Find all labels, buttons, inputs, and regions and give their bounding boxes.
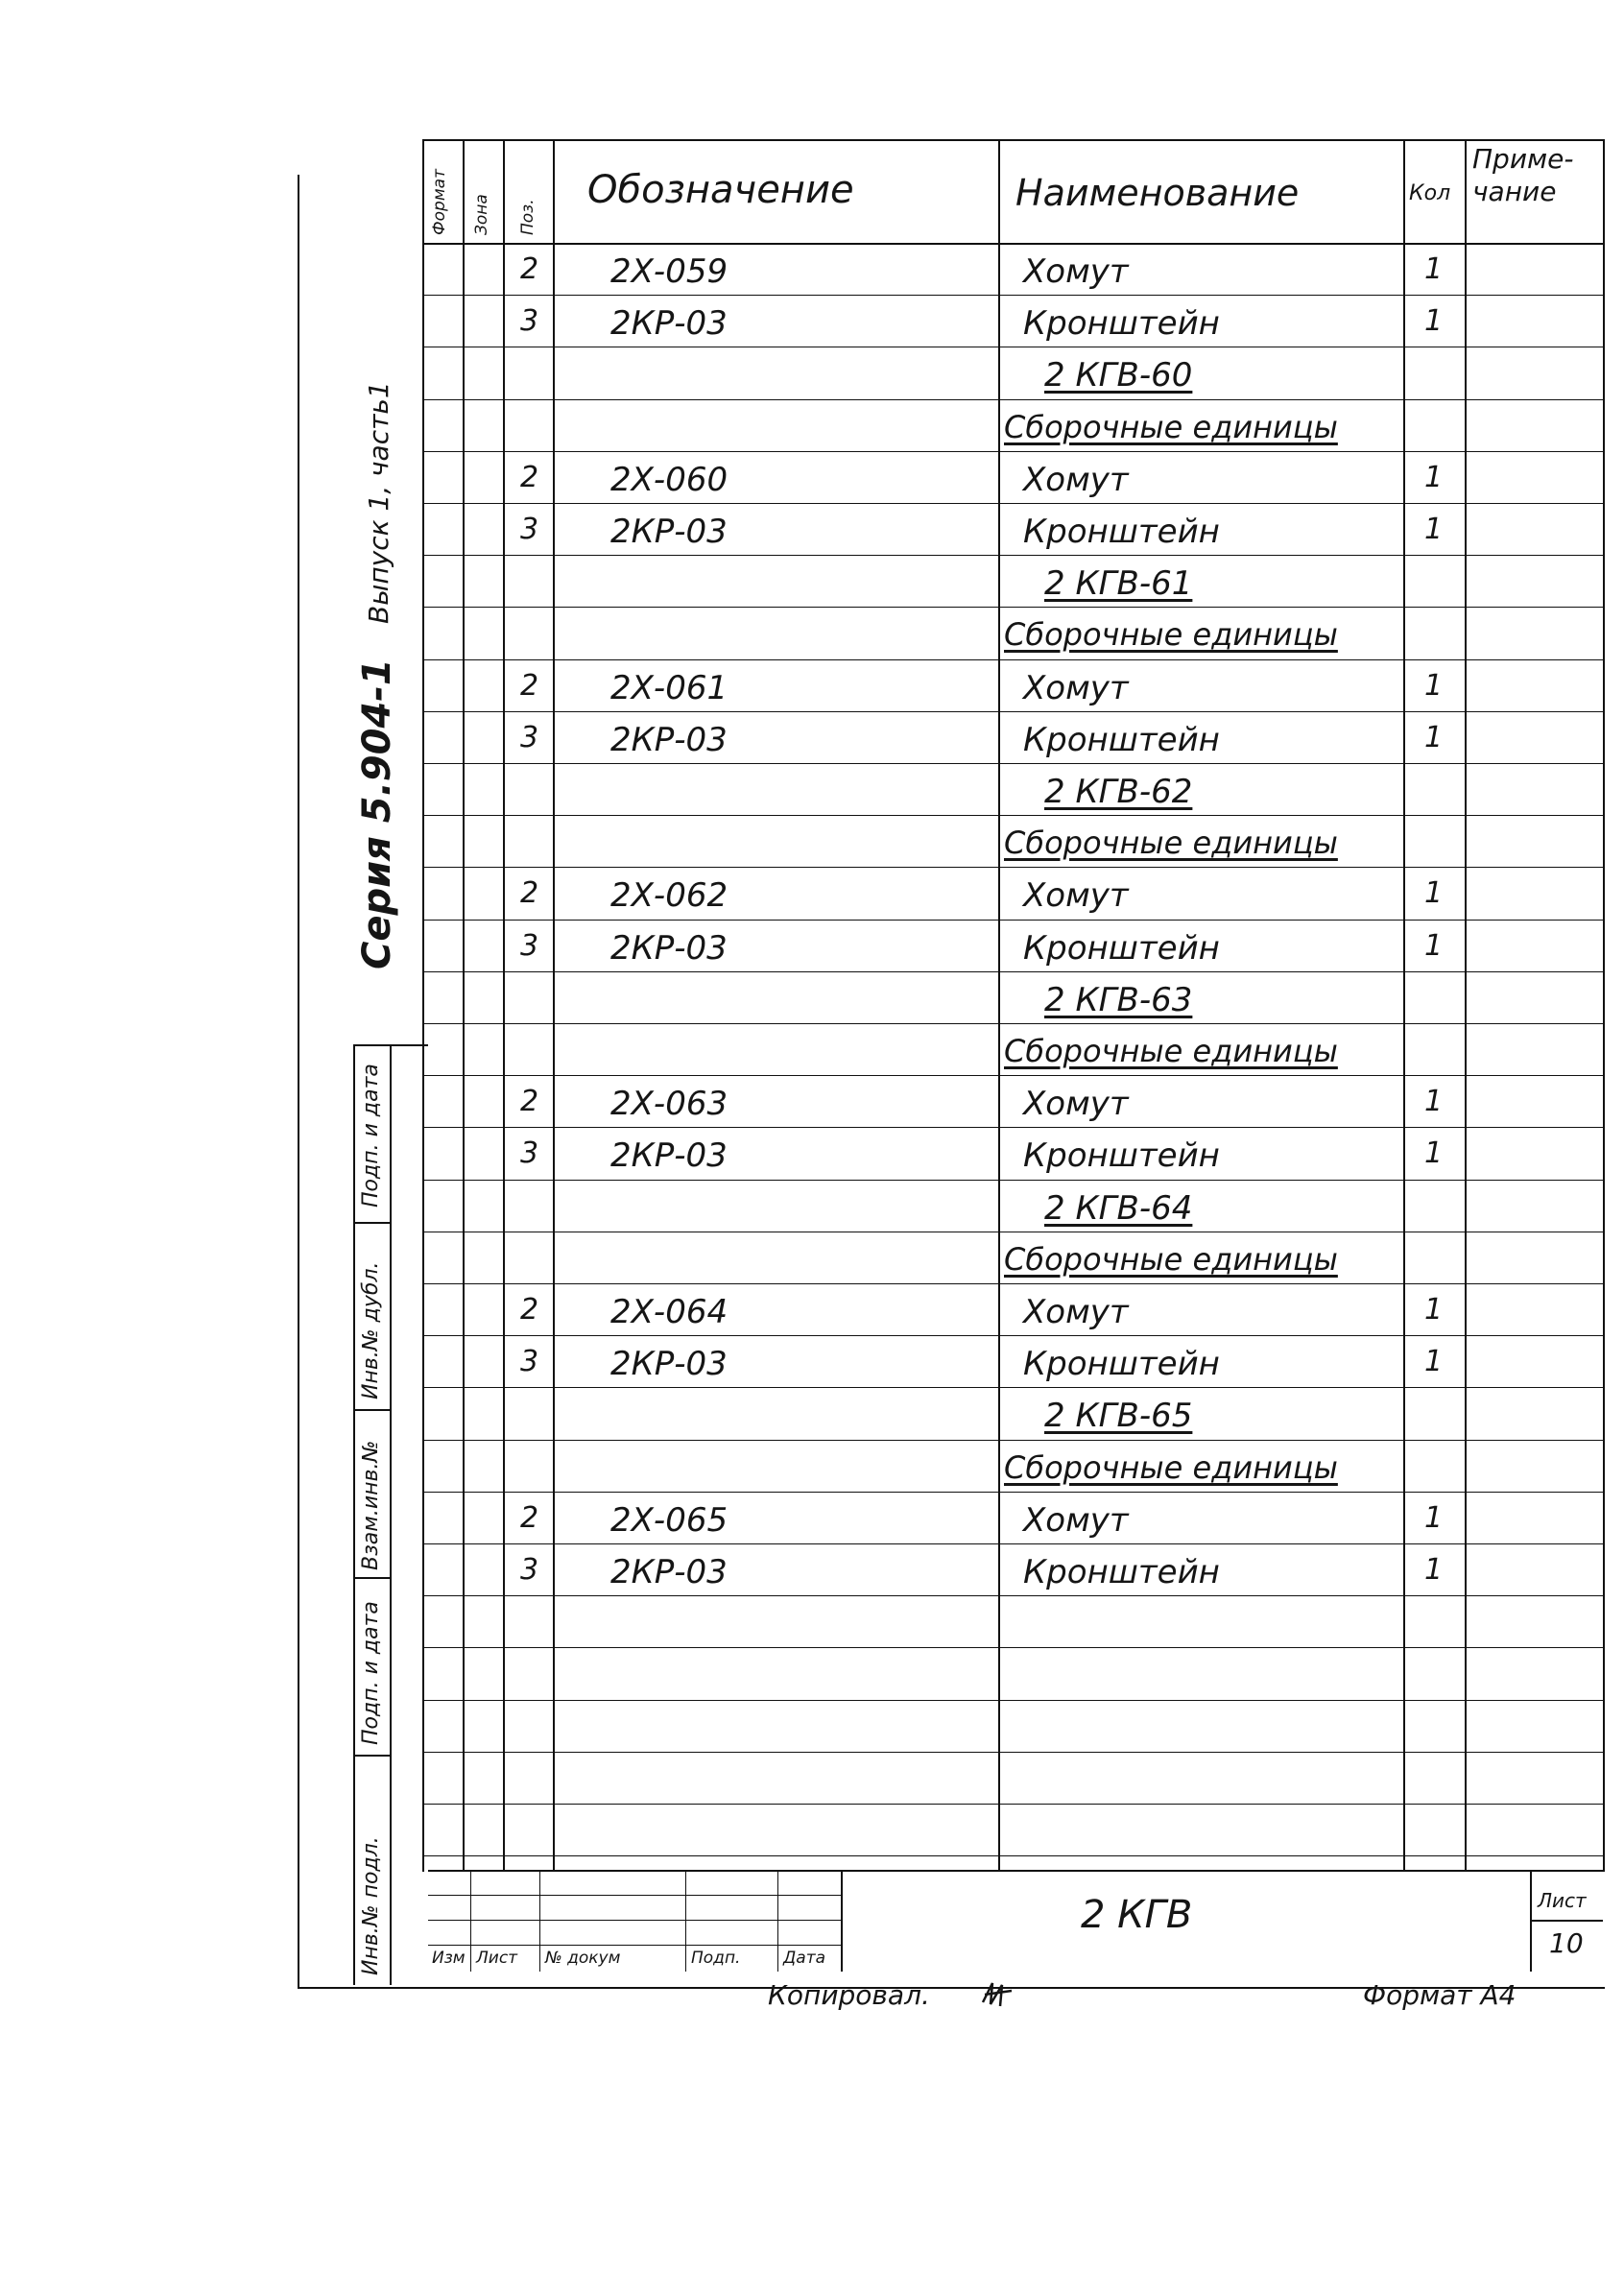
stamp-column [353, 1044, 428, 1985]
header-zone: Зона [472, 194, 491, 235]
row-quantity: 1 [1424, 1085, 1444, 1119]
row-name: Кронштейн [1023, 720, 1220, 759]
sheet-label: Лист [1538, 1889, 1587, 1912]
row-designation: 2КР-03 [610, 928, 728, 968]
row-quantity: 1 [1424, 513, 1444, 546]
row-name: Хомут [1023, 1085, 1129, 1124]
table-row-rule [422, 971, 1603, 972]
row-quantity: 1 [1424, 1500, 1444, 1535]
stamp-field-dup-inventory: Инв.№ дубл. [359, 1261, 383, 1399]
row-name: Кронштейн [1023, 1136, 1220, 1176]
row-name: Кронштейн [1023, 304, 1220, 344]
assembly-units-heading: Сборочные единицы [1004, 1240, 1338, 1278]
title-block-label-signature: Подп. [691, 1949, 741, 1968]
table-row-rule [422, 1283, 1603, 1284]
row-position: 3 [520, 928, 539, 963]
row-designation: 2КР-03 [610, 513, 728, 551]
table-row-rule [422, 920, 1603, 921]
table-row-rule [422, 1492, 1603, 1493]
table-row-rule [422, 451, 1603, 452]
table-row-rule [422, 607, 1603, 608]
row-name: Хомут [1023, 876, 1129, 916]
row-position: 3 [520, 1345, 539, 1379]
row-position: 2 [520, 1500, 539, 1535]
row-designation: 2КР-03 [610, 720, 728, 759]
row-designation: 2КР-03 [610, 1136, 728, 1176]
table-row-rule [422, 1127, 1603, 1128]
table-row-rule [422, 1180, 1603, 1181]
row-quantity: 1 [1424, 460, 1444, 494]
row-name: Хомут [1023, 1293, 1129, 1331]
assembly-units-heading: Сборочные единицы [1004, 1448, 1338, 1486]
copier-signature [979, 1975, 1017, 2014]
row-name: Кронштейн [1023, 1553, 1220, 1591]
row-quantity: 1 [1424, 876, 1444, 911]
row-designation: 2Х-063 [610, 1085, 728, 1124]
assembly-designation-heading: 2 КГВ-63 [1044, 980, 1193, 1019]
assembly-units-heading: Сборочные единицы [1004, 825, 1338, 862]
header-format: Формат [430, 169, 449, 235]
frame-left-border [298, 175, 299, 1989]
sheet-number: 10 [1549, 1927, 1584, 1959]
row-quantity: 1 [1424, 304, 1444, 339]
table-row-rule [422, 711, 1603, 712]
header-quantity: Кол [1409, 181, 1451, 205]
title-block-label-date: Дата [783, 1949, 826, 1968]
table-row-rule [422, 1440, 1603, 1441]
row-designation: 2КР-03 [610, 304, 728, 344]
stamp-field-signature-2: Подп. и дата [359, 1601, 383, 1745]
table-row-rule [422, 1855, 1603, 1856]
row-designation: 2Х-060 [610, 460, 728, 499]
row-name: Хомут [1023, 668, 1129, 707]
table-row-rule [422, 1335, 1603, 1336]
row-quantity: 1 [1424, 1293, 1444, 1327]
header-position: Поз. [518, 199, 537, 235]
table-row-rule [422, 399, 1603, 400]
assembly-designation-heading: 2 КГВ-64 [1044, 1188, 1193, 1228]
row-position: 3 [520, 304, 539, 339]
table-top-rule [422, 139, 1603, 141]
table-row-rule [422, 1595, 1603, 1596]
row-name: Кронштейн [1023, 1345, 1220, 1384]
row-quantity: 1 [1424, 720, 1444, 754]
table-row-rule [422, 1700, 1603, 1701]
row-designation: 2Х-061 [610, 668, 728, 707]
row-position: 3 [520, 1136, 539, 1171]
row-position: 2 [520, 668, 539, 703]
title-block-label-doc-no: № докум [545, 1949, 621, 1968]
table-header-rule [422, 243, 1603, 245]
assembly-designation-heading: 2 КГВ-65 [1044, 1397, 1193, 1436]
table-row-rule [422, 867, 1603, 868]
table-column-rule [1603, 139, 1605, 1872]
row-position: 2 [520, 876, 539, 911]
title-block-label-sheet: Лист [476, 1949, 518, 1968]
table-row-rule [422, 1804, 1603, 1805]
row-position: 3 [520, 720, 539, 754]
row-quantity: 1 [1424, 668, 1444, 703]
row-designation: 2Х-059 [610, 252, 728, 291]
row-quantity: 1 [1424, 928, 1444, 963]
table-row-rule [422, 659, 1603, 660]
row-name: Кронштейн [1023, 928, 1220, 968]
table-row-rule [422, 295, 1603, 296]
table-row-rule [422, 1075, 1603, 1076]
row-designation: 2Х-062 [610, 876, 728, 916]
header-note: Приме-чание [1472, 143, 1574, 207]
header-name: Наименование [1015, 172, 1300, 214]
table-row-rule [422, 555, 1603, 556]
document-designation: 2 КГВ [1081, 1893, 1193, 1937]
row-position: 2 [520, 252, 539, 286]
row-name: Хомут [1023, 460, 1129, 499]
table-row-rule [422, 763, 1603, 764]
assembly-designation-heading: 2 КГВ-62 [1044, 773, 1193, 811]
row-quantity: 1 [1424, 1553, 1444, 1587]
row-position: 2 [520, 1293, 539, 1327]
stamp-field-replace-inventory: Взам.инв.№ [359, 1440, 383, 1570]
row-position: 2 [520, 460, 539, 494]
stamp-field-original-inventory: Инв.№ подл. [359, 1836, 383, 1975]
table-row-rule [422, 1023, 1603, 1024]
specification-table [422, 139, 1603, 1973]
row-designation: 2Х-065 [610, 1500, 728, 1540]
series-label: Серия 5.904-1 [355, 658, 399, 969]
row-quantity: 1 [1424, 252, 1444, 286]
row-position: 2 [520, 1085, 539, 1119]
table-row-rule [422, 1752, 1603, 1753]
row-name: Кронштейн [1023, 513, 1220, 551]
row-name: Хомут [1023, 1500, 1129, 1540]
table-row-rule [422, 1387, 1603, 1388]
row-designation: 2КР-03 [610, 1345, 728, 1384]
title-block [428, 1870, 1603, 1972]
assembly-designation-heading: 2 КГВ-60 [1044, 356, 1193, 395]
copied-label: Копировал. [768, 1979, 930, 2011]
table-row-rule [422, 815, 1603, 816]
assembly-units-heading: Сборочные единицы [1004, 1033, 1338, 1069]
title-block-label-revision: Изм [432, 1949, 466, 1968]
issue-label: Выпуск 1, часть1 [363, 381, 394, 624]
stamp-field-signature-1: Подп. и дата [359, 1064, 383, 1208]
row-position: 3 [520, 513, 539, 546]
assembly-designation-heading: 2 КГВ-61 [1044, 564, 1193, 604]
table-row-rule [422, 1543, 1603, 1544]
row-designation: 2Х-064 [610, 1293, 728, 1331]
row-designation: 2КР-03 [610, 1553, 728, 1591]
table-row-rule [422, 1647, 1603, 1648]
row-quantity: 1 [1424, 1345, 1444, 1379]
table-row-rule [422, 503, 1603, 504]
format-label: Формат А4 [1363, 1979, 1517, 2011]
row-name: Хомут [1023, 252, 1129, 291]
row-position: 3 [520, 1553, 539, 1587]
row-quantity: 1 [1424, 1136, 1444, 1171]
header-designation: Обозначение [587, 168, 854, 212]
assembly-units-heading: Сборочные единицы [1004, 616, 1338, 654]
assembly-units-heading: Сборочные единицы [1004, 408, 1338, 445]
